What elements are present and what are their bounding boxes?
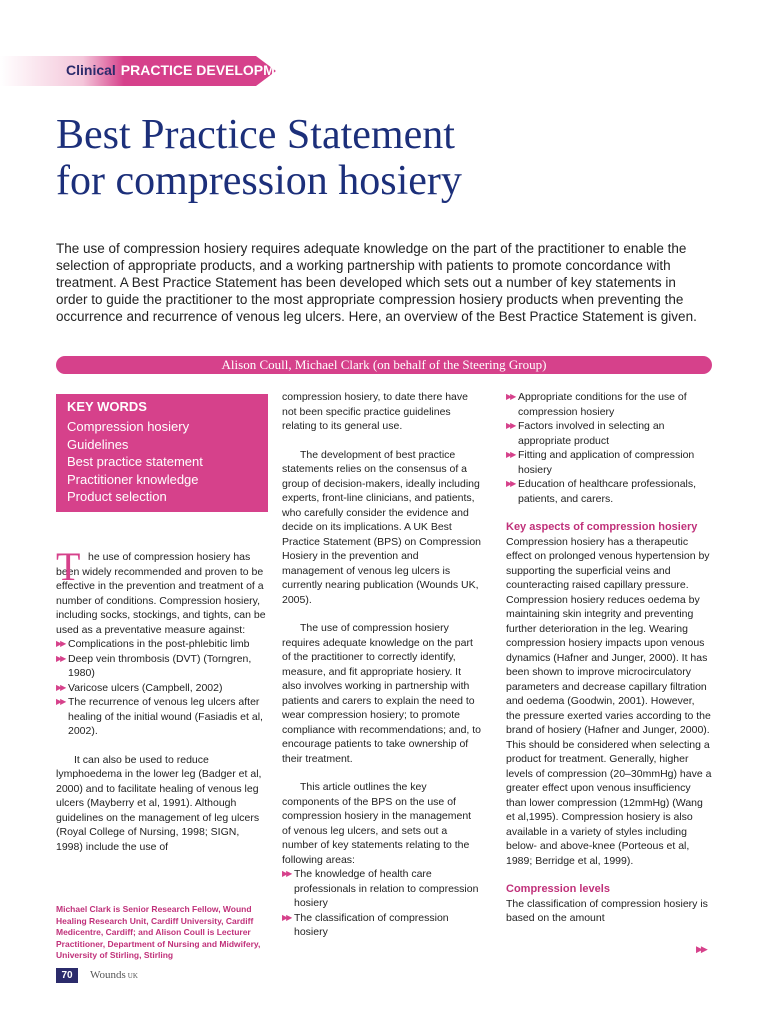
section-heading: Compression levels	[506, 883, 610, 895]
author-footnote: Michael Clark is Senior Research Fellow, Wound Healing Research Unit, Cardiff University, Cardiff Medicentre, Cardiff; and Alison Coull is Lecturer Practitioner, Department of Nursing and Midwifery, University of Stirling, Stirling	[56, 904, 261, 960]
column-3	[506, 390, 712, 926]
journal-name	[90, 968, 138, 984]
banner-clinical-label: Clinical	[66, 62, 116, 78]
key-word-item: Product selection	[67, 489, 167, 504]
key-word-item: Guidelines	[67, 436, 129, 452]
list-item	[56, 695, 266, 739]
arrow-bullet-icon: ▶▶	[506, 479, 515, 488]
body-paragraph: The development of best practice statements relies on the consensus of a group of decision-makers, ideally including experts, front-line clinicians, and patients, who carefully consider the evidence and decide on its implications. A UK Best Practice Statement (BPS) on Compression Hosiery in the prevention and management of venous leg ulcers is currently nearing publication (Wounds UK, 2005).	[282, 448, 481, 606]
list-item-text: Complications in the post-phlebitic limb	[68, 638, 250, 650]
arrow-bullet-icon: ▶▶	[282, 869, 291, 878]
list-item-text: Factors involved in selecting an appropriate product	[518, 420, 665, 447]
body-paragraph: Compression hosiery has a therapeutic effect on prolonged venous hypertension by supporting the superficial veins and counteracting raised capillary pressure. Compression hosiery reduces oedema by maintaining skin integrity and preventing further deterioration in the leg. Wearing compression hosiery impacts upon venous dynamics (Hafner and Junger, 2000). It has been shown to improve microcirculatory parameters and decrease capillary filtration and oedema (Goodwin, 2001). However, the pressure exerted varies according to the brand of hosiery (Hafner and Junger, 2000). This should be considered when selecting a product for treatment. Generally, higher levels of compression (20–30mmHg) have a greater effect upon venous insufficiency than lower compression (12mmHg) (Wang et al,1995). Compression hosiery is also available in a variety of styles including below- and above-knee (Porteous et al, 1989; Berridge et al, 1999).	[506, 535, 712, 867]
body-paragraph: The use of compression hosiery requires adequate knowledge on the part of the practitioner to correctly identify, measure, and fit appropriate hosiery. It also involves working in partnership with patients and carers to explain the need to wear compression hosiery; to promote compliance with recommendations; and, to encourage patients to take ownership of their treatment.	[282, 622, 482, 765]
title-line-2: for compression hosiery	[56, 158, 462, 204]
areas-list	[282, 867, 482, 940]
body-paragraph: This article outlines the key components of the BPS on the use of compression hosiery in the management of venous leg ulcers, and sets out a number of key statements relating to the following areas:	[282, 781, 472, 866]
drop-cap: T	[56, 544, 81, 589]
key-word-item: Practitioner knowledge	[67, 471, 199, 487]
body-paragraph: It can also be used to reduce lymphoedema in the lower leg (Badger et al, 2000) and to facilitate healing of venous leg ulcers (Mayberry et al, 1991). Although guidelines on the management of leg ulcers (Royal College of Nursing, 1998; SIGN, 1998) include the use of	[56, 753, 262, 853]
conditions-list	[56, 637, 266, 739]
opening-paragraph-text: he use of compression hosiery has been widely recommended and proven to be effective in the prevention and treatment of a number of conditions. Compression hosiery, including socks, stockings, and tights, can be used as a preventative measure against:	[56, 551, 266, 636]
column-1	[56, 544, 266, 854]
column-2	[282, 390, 482, 940]
list-item	[56, 652, 266, 681]
list-item-text: The classification of compression hosiery	[294, 911, 449, 938]
list-item	[506, 448, 712, 477]
section-banner	[0, 56, 303, 86]
arrow-bullet-icon: ▶▶	[56, 697, 65, 706]
key-words-list	[67, 418, 203, 506]
list-item-text: Fitting and application of compression hosiery	[518, 449, 695, 476]
author-bar: Alison Coull, Michael Clark (on behalf of the Steering Group)	[56, 356, 712, 374]
journal-title: Wounds	[90, 969, 126, 981]
arrow-bullet-icon: ▶▶	[56, 682, 65, 692]
article-title	[56, 112, 462, 204]
list-item	[56, 637, 266, 652]
list-item-text: The recurrence of venous leg ulcers after healing of the initial wound (Fasiadis et al, 2002).	[68, 696, 263, 737]
arrow-bullet-icon: ▶▶	[56, 653, 65, 663]
key-words-heading: KEY WORDS	[67, 399, 147, 414]
areas-list-continued	[506, 390, 712, 506]
journal-suffix: UK	[127, 972, 138, 980]
arrow-bullet-icon: ▶▶	[506, 421, 515, 430]
arrow-bullet-icon: ▶▶	[56, 639, 65, 648]
section-heading: Key aspects of compression hosiery	[506, 521, 698, 533]
list-item-text: Deep vein thrombosis (DVT) (Torngren, 1980)	[68, 652, 252, 679]
continue-arrow-icon: ▶▶	[696, 944, 706, 954]
list-item-text: Education of healthcare professionals, patients, and carers.	[518, 478, 697, 505]
opening-paragraph	[56, 544, 266, 637]
body-paragraph: The classification of compression hosiery is based on the amount	[506, 897, 708, 924]
arrow-bullet-icon: ▶▶	[506, 392, 515, 401]
list-item	[506, 419, 712, 448]
title-line-1: Best Practice Statement	[56, 112, 455, 158]
list-item-text: Appropriate conditions for the use of compression hosiery	[518, 391, 687, 418]
list-item-text: Varicose ulcers (Campbell, 2002)	[68, 681, 223, 694]
body-paragraph: compression hosiery, to date there have not been specific practice guidelines relating to its general use.	[282, 391, 468, 432]
list-item	[506, 390, 712, 419]
arrow-bullet-icon: ▶▶	[282, 912, 291, 922]
intro-paragraph: The use of compression hosiery requires adequate knowledge on the part of the practitioner to enable the selection of appropriate products, and a working partnership with patients to promote concordance with treatment. A Best Practice Statement has been developed which sets out a number of key statements in order to guide the practitioner to the most appropriate compression hosiery products when preventing the occurrence and recurrence of venous leg ulcers. Here, an overview of the Best Practice Statement is given.	[56, 241, 697, 324]
page-number: 70	[56, 968, 78, 983]
key-word-item: Compression hosiery	[67, 419, 190, 434]
key-word-item: Best practice statement	[67, 454, 203, 469]
key-words-box	[56, 394, 268, 512]
list-item	[56, 681, 266, 696]
banner-section-label: PRACTICE DEVELOPMENT	[120, 62, 303, 78]
list-item-text: The knowledge of health care professionals in relation to compression hosiery	[294, 868, 479, 909]
arrow-bullet-icon: ▶▶	[506, 450, 515, 459]
list-item	[282, 867, 482, 911]
list-item	[282, 911, 482, 940]
list-item	[506, 477, 712, 506]
